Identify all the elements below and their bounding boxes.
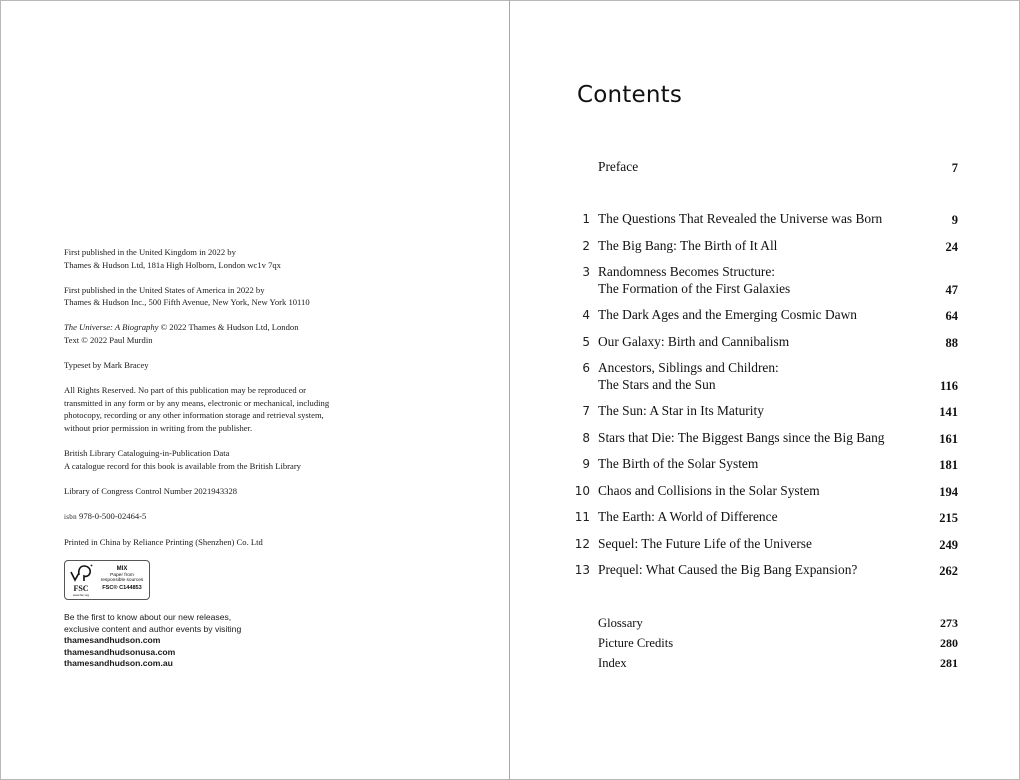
toc-entry-chapter-13[interactable]: 13 Prequel: What Caused the Big Bang Expansion? 262 <box>574 562 958 578</box>
website-link-usa[interactable]: thamesandhudsonusa.com <box>64 646 176 657</box>
isbn: isbn 978-0-500-02464-5 <box>64 510 147 521</box>
book-title: The Universe: A Biography <box>64 322 159 333</box>
toc-entry-chapter-3[interactable]: 3 Randomness Becomes Structure: The Formation of the First Galaxies 47 <box>582 264 958 297</box>
us-publication-note: First published in the United States of America in 2022 by Thames & Hudson Inc., 500 Fifth Avenue, New York, New York 10110 <box>64 284 310 308</box>
toc-entry-preface[interactable]: Preface 7 <box>598 159 958 175</box>
rights-statement: All Rights Reserved. No part of this publication may be reproduced or transmitted in any form or by any means, electronic or mechanical, including photocopy, recording or any other information storage and retrieval system, without prior permission in writing from the publisher. <box>64 385 330 433</box>
imprint-block <box>64 246 384 561</box>
toc-back-matter <box>572 613 958 673</box>
toc-entry-picture-credits[interactable]: Picture Credits 280 <box>598 636 958 650</box>
toc-entry-chapter-2[interactable]: 2 The Big Bang: The Birth of It All 24 <box>582 238 958 254</box>
page-title: Contents <box>577 82 683 108</box>
toc-entry-chapter-11[interactable]: 11 The Earth: A World of Difference 215 <box>574 509 958 525</box>
typeset-credit: Typeset by Mark Bracey <box>64 360 149 371</box>
uk-publication-note: First published in the United Kingdom in 2022 by Thames & Hudson Ltd, 181a High Holborn, London wc1v 7qx <box>64 247 281 270</box>
printed-note: Printed in China by Reliance Printing (Shenzhen) Co. Ltd <box>64 536 263 547</box>
fsc-tree-icon: FSC www.fsc.org <box>68 563 94 599</box>
loc-number: Library of Congress Control Number 2021943328 <box>64 485 238 496</box>
toc-entry-index[interactable]: Index 281 <box>598 656 958 670</box>
copyright-note: The Universe: A Biography © 2022 Thames & Hudson Ltd, London Text © 2022 Paul Murdin <box>64 322 299 345</box>
toc-preface <box>572 159 958 176</box>
toc-entry-glossary[interactable]: Glossary 273 <box>598 616 958 630</box>
toc-entry-chapter-9[interactable]: 9 The Birth of the Solar System 181 <box>582 456 958 472</box>
toc-entry-chapter-7[interactable]: 7 The Sun: A Star in Its Maturity 141 <box>582 403 958 419</box>
cip-data: British Library Cataloguing-in-Publication Data A catalogue record for this book is available from the British Library <box>64 448 301 471</box>
toc-entry-chapter-5[interactable]: 5 Our Galaxy: Birth and Cannibalism 88 <box>582 334 958 350</box>
fsc-label: MIX Paper from responsible sources FSC® C144853 <box>100 566 144 592</box>
website-link-uk[interactable]: thamesandhudson.com <box>64 635 161 646</box>
toc-entry-chapter-1[interactable]: 1 The Questions That Revealed the Universe was Born 9 <box>582 211 958 227</box>
website-link-au[interactable]: thamesandhudson.com.au <box>64 658 173 669</box>
toc-entry-chapter-10[interactable]: 10 Chaos and Collisions in the Solar System 194 <box>574 483 958 499</box>
fsc-certification-badge <box>64 560 150 600</box>
copyright-page <box>0 0 509 780</box>
toc-entry-chapter-8[interactable]: 8 Stars that Die: The Biggest Bangs since the Big Bang 161 <box>582 430 958 446</box>
toc-entry-chapter-6[interactable]: 6 Ancestors, Siblings and Children: The Stars and the Sun 116 <box>582 360 958 393</box>
toc-entry-chapter-12[interactable]: 12 Sequel: The Future Life of the Universe 249 <box>574 536 958 552</box>
toc-entry-chapter-4[interactable]: 4 The Dark Ages and the Emerging Cosmic Dawn 64 <box>582 307 958 323</box>
publisher-promo: Be the first to know about our new releases, exclusive content and author events by visiting thamesandhudson.com thamesandhudsonusa.com thamesandhudson.com.au <box>64 612 364 670</box>
